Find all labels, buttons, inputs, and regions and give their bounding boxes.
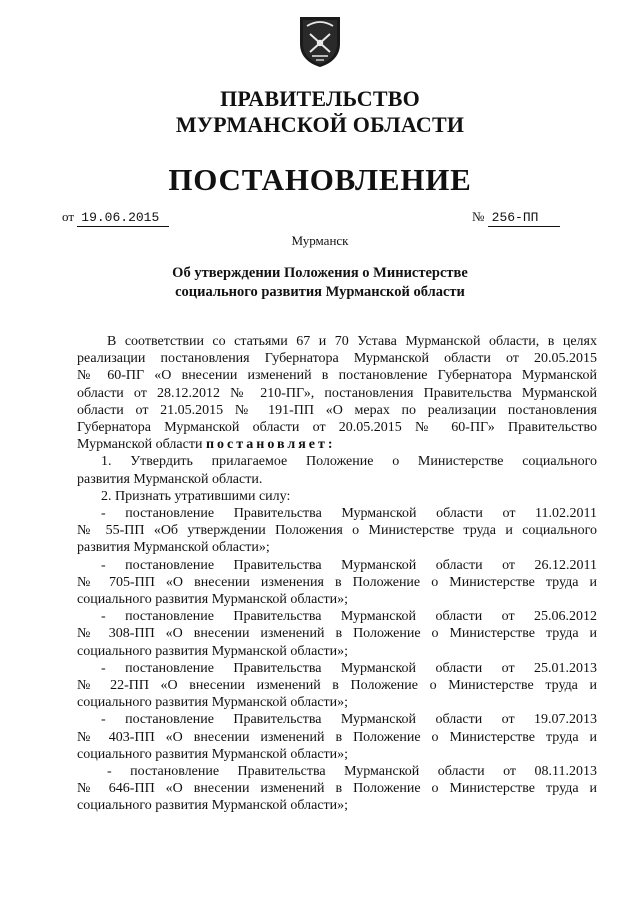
preamble-line: № 60-ПГ «О внесении изменений в постановление Губернатора Мурманской — [77, 368, 597, 384]
repealed-item-line: № 22-ПП «О внесении изменений в Положение о Министерстве труда и — [77, 678, 597, 694]
number-field — [472, 209, 560, 227]
preamble-line: реализации постановления Губернатора Мурманской области от 20.05.2015 — [77, 351, 597, 367]
preamble-line: области от 21.05.2015 № 191-ПП «О мерах по реализации постановления — [77, 402, 597, 418]
preamble-final-line — [77, 436, 597, 453]
number-value: 256-ПП — [488, 210, 561, 227]
repealed-item-line: - постановление Правительства Мурманской области от 26.12.2011 — [101, 557, 597, 573]
government-name-line1: ПРАВИТЕЛЬСТВО — [220, 86, 420, 111]
repealed-item-line: социального развития Мурманской области»; — [77, 695, 349, 711]
preamble-end: Мурманской области — [77, 437, 203, 453]
repealed-item-line: - постановление Правительства Мурманской области от 25.06.2012 — [101, 609, 597, 625]
preamble-line: Губернатора Мурманской области от 20.05.2015 № 60-ПГ» Правительство — [77, 420, 597, 436]
repealed-item-line: - постановление Правительства Мурманской области от 25.01.2013 — [101, 660, 597, 676]
subject-line1: Об утверждении Положения о Министерстве — [172, 265, 468, 281]
document-type-title: ПОСТАНОВЛЕНИЕ — [168, 162, 472, 197]
repealed-item-line: социального развития Мурманской области»; — [77, 798, 349, 814]
repealed-item-line: - постановление Правительства Мурманской области от 11.02.2011 — [101, 506, 597, 522]
repealed-item-line: - постановление Правительства Мурманской области от 19.07.2013 — [101, 712, 597, 728]
repealed-item-line: - постановление Правительства Мурманской области от 08.11.2013 — [107, 764, 597, 780]
repealed-item-line: социального развития Мурманской области»; — [77, 592, 349, 608]
repealed-item-line: № 705-ПП «О внесении изменения в Положение о Министерстве труда и — [77, 574, 597, 590]
repealed-item-line: социального развития Мурманской области»; — [77, 746, 349, 762]
item1-line: 1. Утвердить прилагаемое Положение о Министерстве социального — [101, 454, 597, 470]
date-field — [62, 209, 169, 227]
date-prefix: от — [62, 209, 75, 224]
repealed-item-line: развития Мурманской области»; — [77, 540, 270, 556]
preamble-line: В соответствии со статьями 67 и 70 Устава Мурманской области, в целях — [107, 334, 597, 349]
repealed-item-line: № 403-ПП «О внесении изменений в Положение о Министерстве труда и — [77, 729, 597, 745]
repealed-item-line: № 646-ПП «О внесении изменений в Положение о Министерстве труда и — [77, 781, 597, 797]
repealed-item-line: № 55-ПП «Об утверждении Положения о Министерстве труда и социального — [77, 523, 597, 539]
document-body — [77, 333, 597, 815]
subject-line2: социального развития Мурманской области — [175, 284, 465, 300]
repealed-item-line: социального развития Мурманской области»; — [77, 643, 349, 659]
item1-line: развития Мурманской области. — [77, 471, 263, 487]
city-name: Мурманск — [291, 233, 349, 248]
repealed-item-line: № 308-ПП «О внесении изменений в Положение о Министерстве труда и — [77, 626, 597, 642]
date-value: 19.06.2015 — [77, 210, 169, 227]
decrees-word: постановляет: — [205, 437, 336, 453]
preamble-line: области от 28.12.2012 № 210-ПГ», постановления Правительства Мурманской — [77, 385, 597, 401]
item2-line: 2. Признать утратившими силу: — [101, 488, 291, 504]
government-name-line2: МУРМАНСКОЙ ОБЛАСТИ — [175, 112, 465, 137]
number-prefix: № — [472, 209, 485, 224]
coat-of-arms-emblem — [297, 14, 343, 68]
